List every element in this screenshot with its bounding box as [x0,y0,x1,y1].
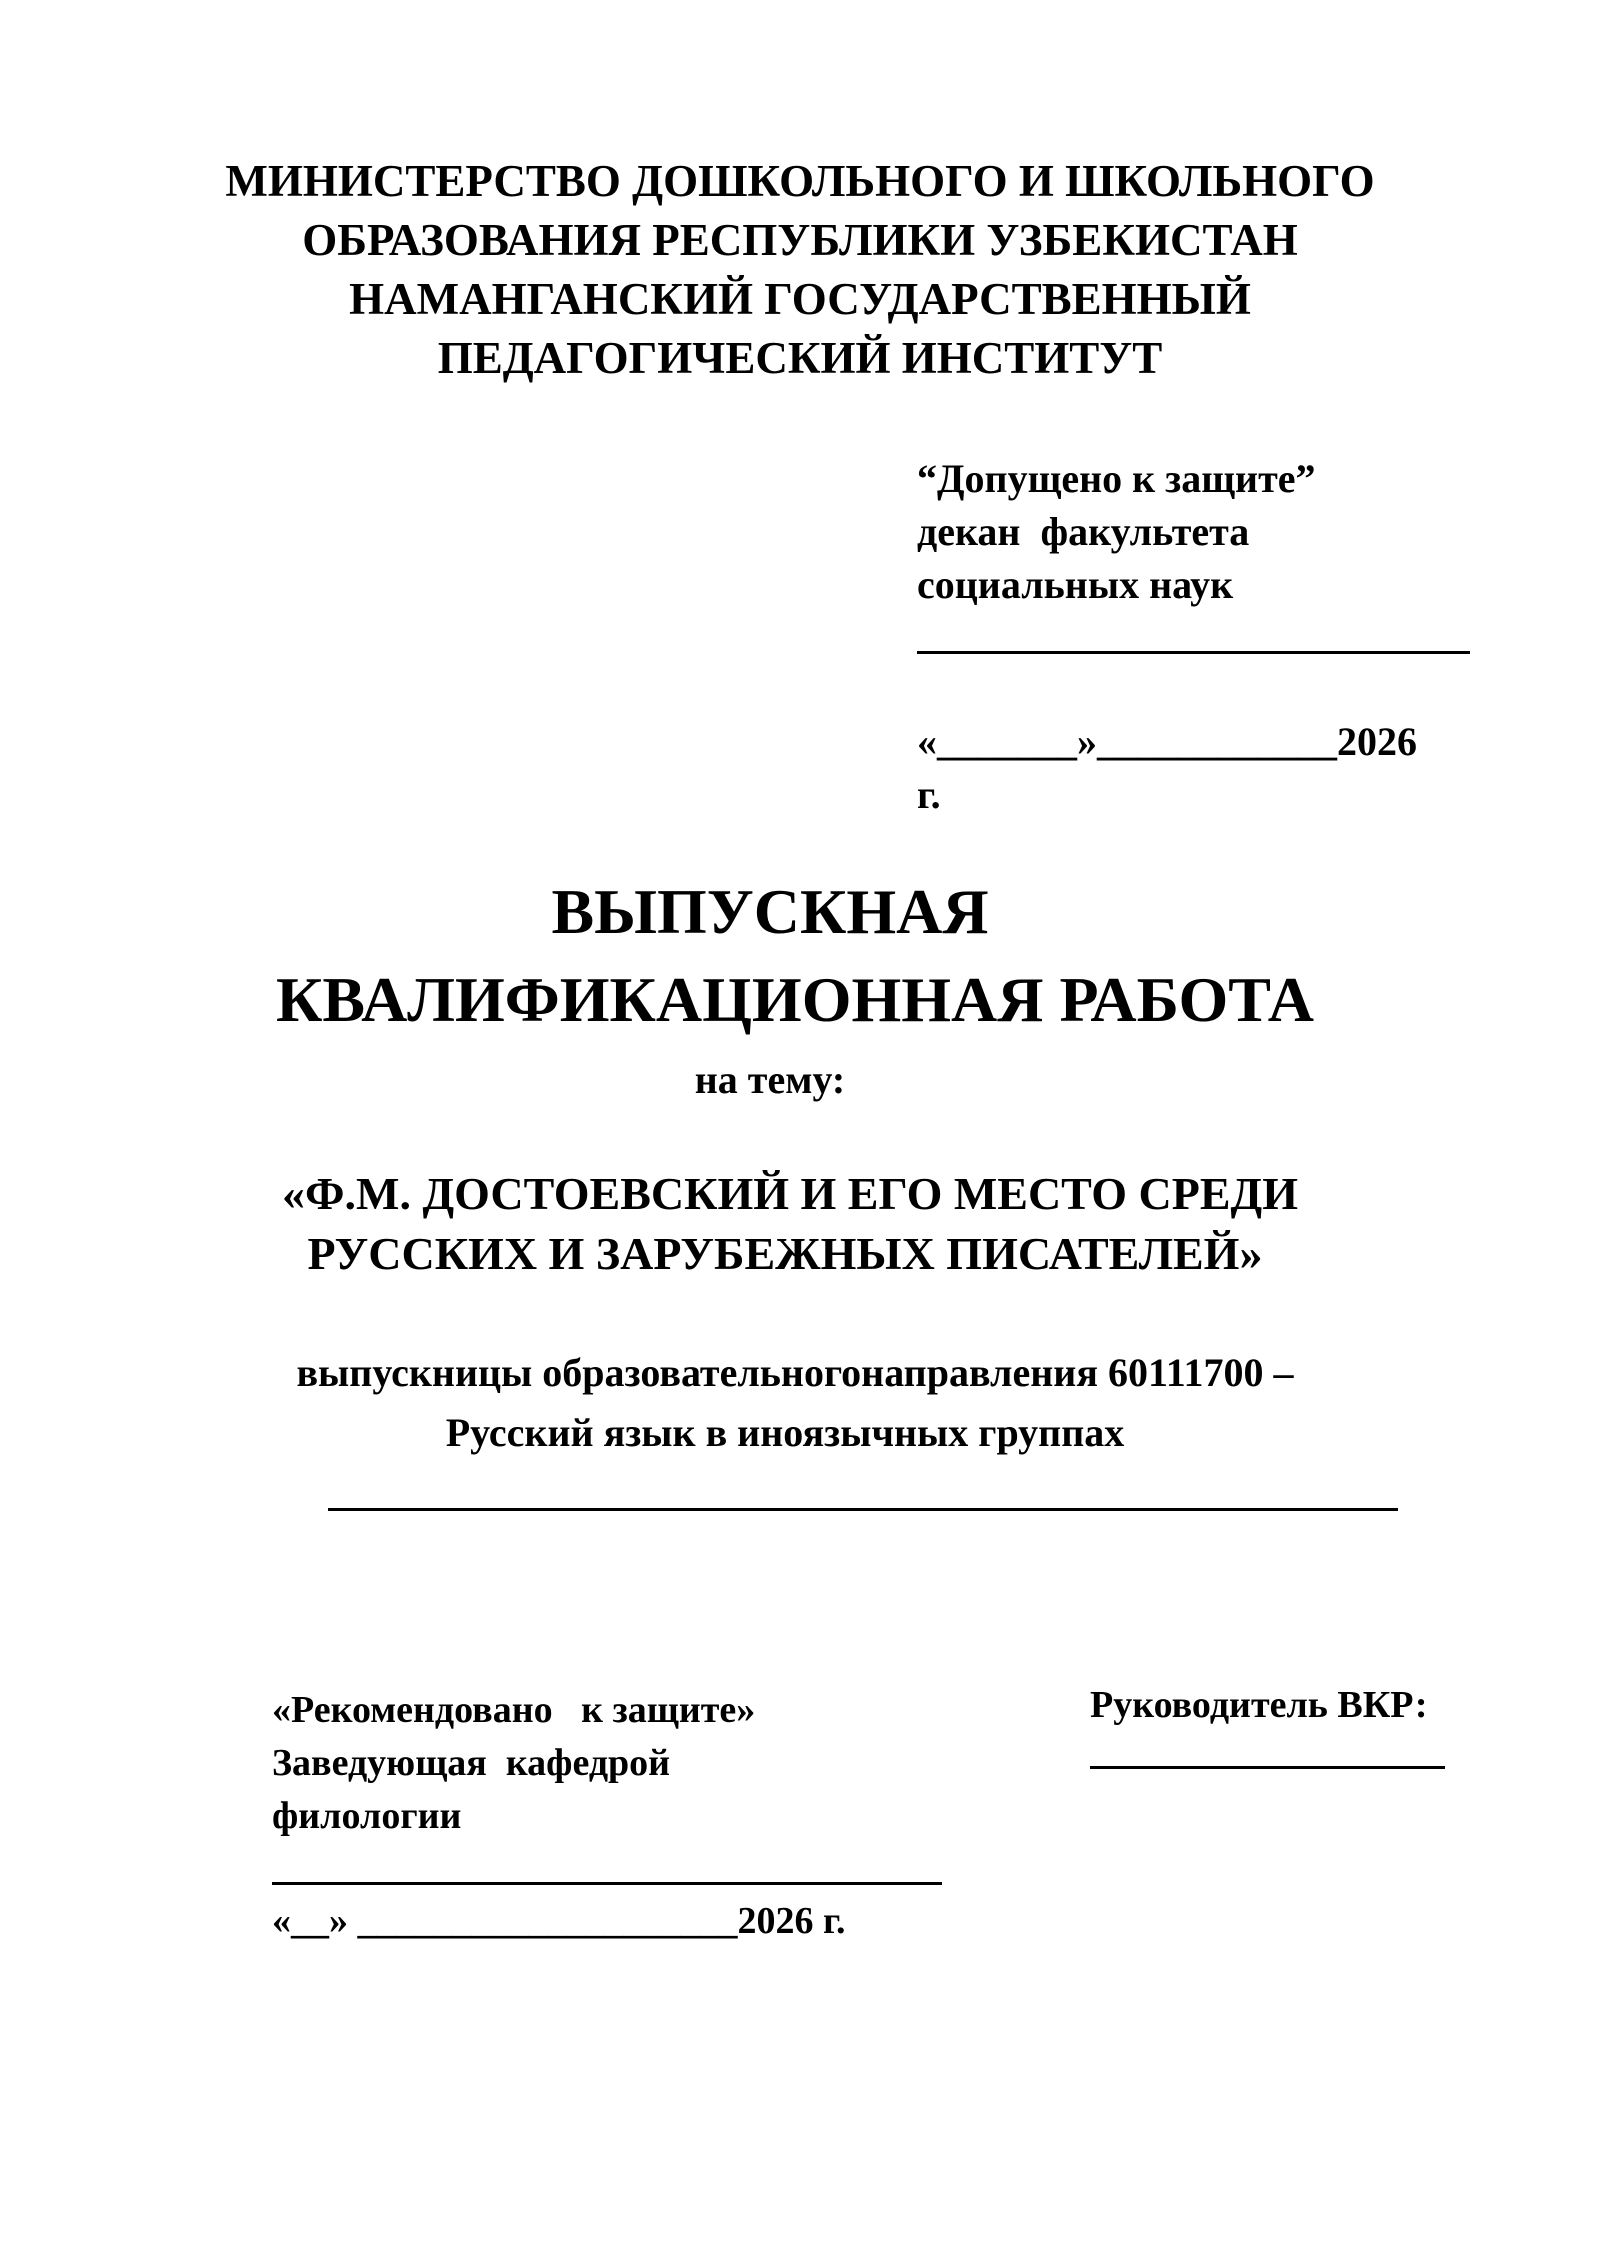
approval-signature-line [917,651,1470,654]
approval-date: «_______»____________2026 [917,719,1417,764]
recommended-signature-line [272,1882,942,1885]
recommended-date: «__» ____________________2026 г. [272,1900,846,1942]
topic-line-1: «Ф.М. ДОСТОЕВСКИЙ И ЕГО МЕСТО СРЕДИ [282,1168,1298,1219]
approval-dean: декан факультета [917,509,1250,554]
recommended-department: филологии [272,1795,462,1837]
approval-heading: “Допущено к защите” [917,456,1316,501]
supervisor-label: Руководитель ВКР: [1090,1684,1428,1726]
ministry-line-1: МИНИСТЕРСТВО ДОШКОЛЬНОГО И ШКОЛЬНОГО [225,156,1375,206]
title-subtitle: на тему: [694,1057,846,1102]
recommended-head: Заведующая кафедрой [272,1742,671,1784]
institute-line-1: НАМАНГАНСКИЙ ГОСУДАРСТВЕННЫЙ [349,274,1251,324]
graduate-line-2: Русский язык в иноязычных группах [445,1410,1125,1455]
topic-line-2: РУССКИХ И ЗАРУБЕЖНЫХ ПИСАТЕЛЕЙ» [307,1228,1263,1279]
supervisor-signature-line [1090,1766,1445,1769]
recommended-heading: «Рекомендовано к защите» [272,1689,756,1731]
approval-faculty: социальных наук [917,562,1234,607]
title-line-1: ВЫПУСКНАЯ [551,876,989,947]
institute-line-2: ПЕДАГОГИЧЕСКИЙ ИНСТИТУТ [437,333,1163,383]
graduate-name-line [328,1508,1398,1511]
graduate-line-1: выпускницы образовательногонаправления 60111700 – [296,1350,1294,1395]
title-line-2: КВАЛИФИКАЦИОННАЯ РАБОТА [276,964,1314,1035]
ministry-line-2: ОБРАЗОВАНИЯ РЕСПУБЛИКИ УЗБЕКИСТАН [302,215,1298,265]
approval-year-suffix: г. [917,772,941,817]
